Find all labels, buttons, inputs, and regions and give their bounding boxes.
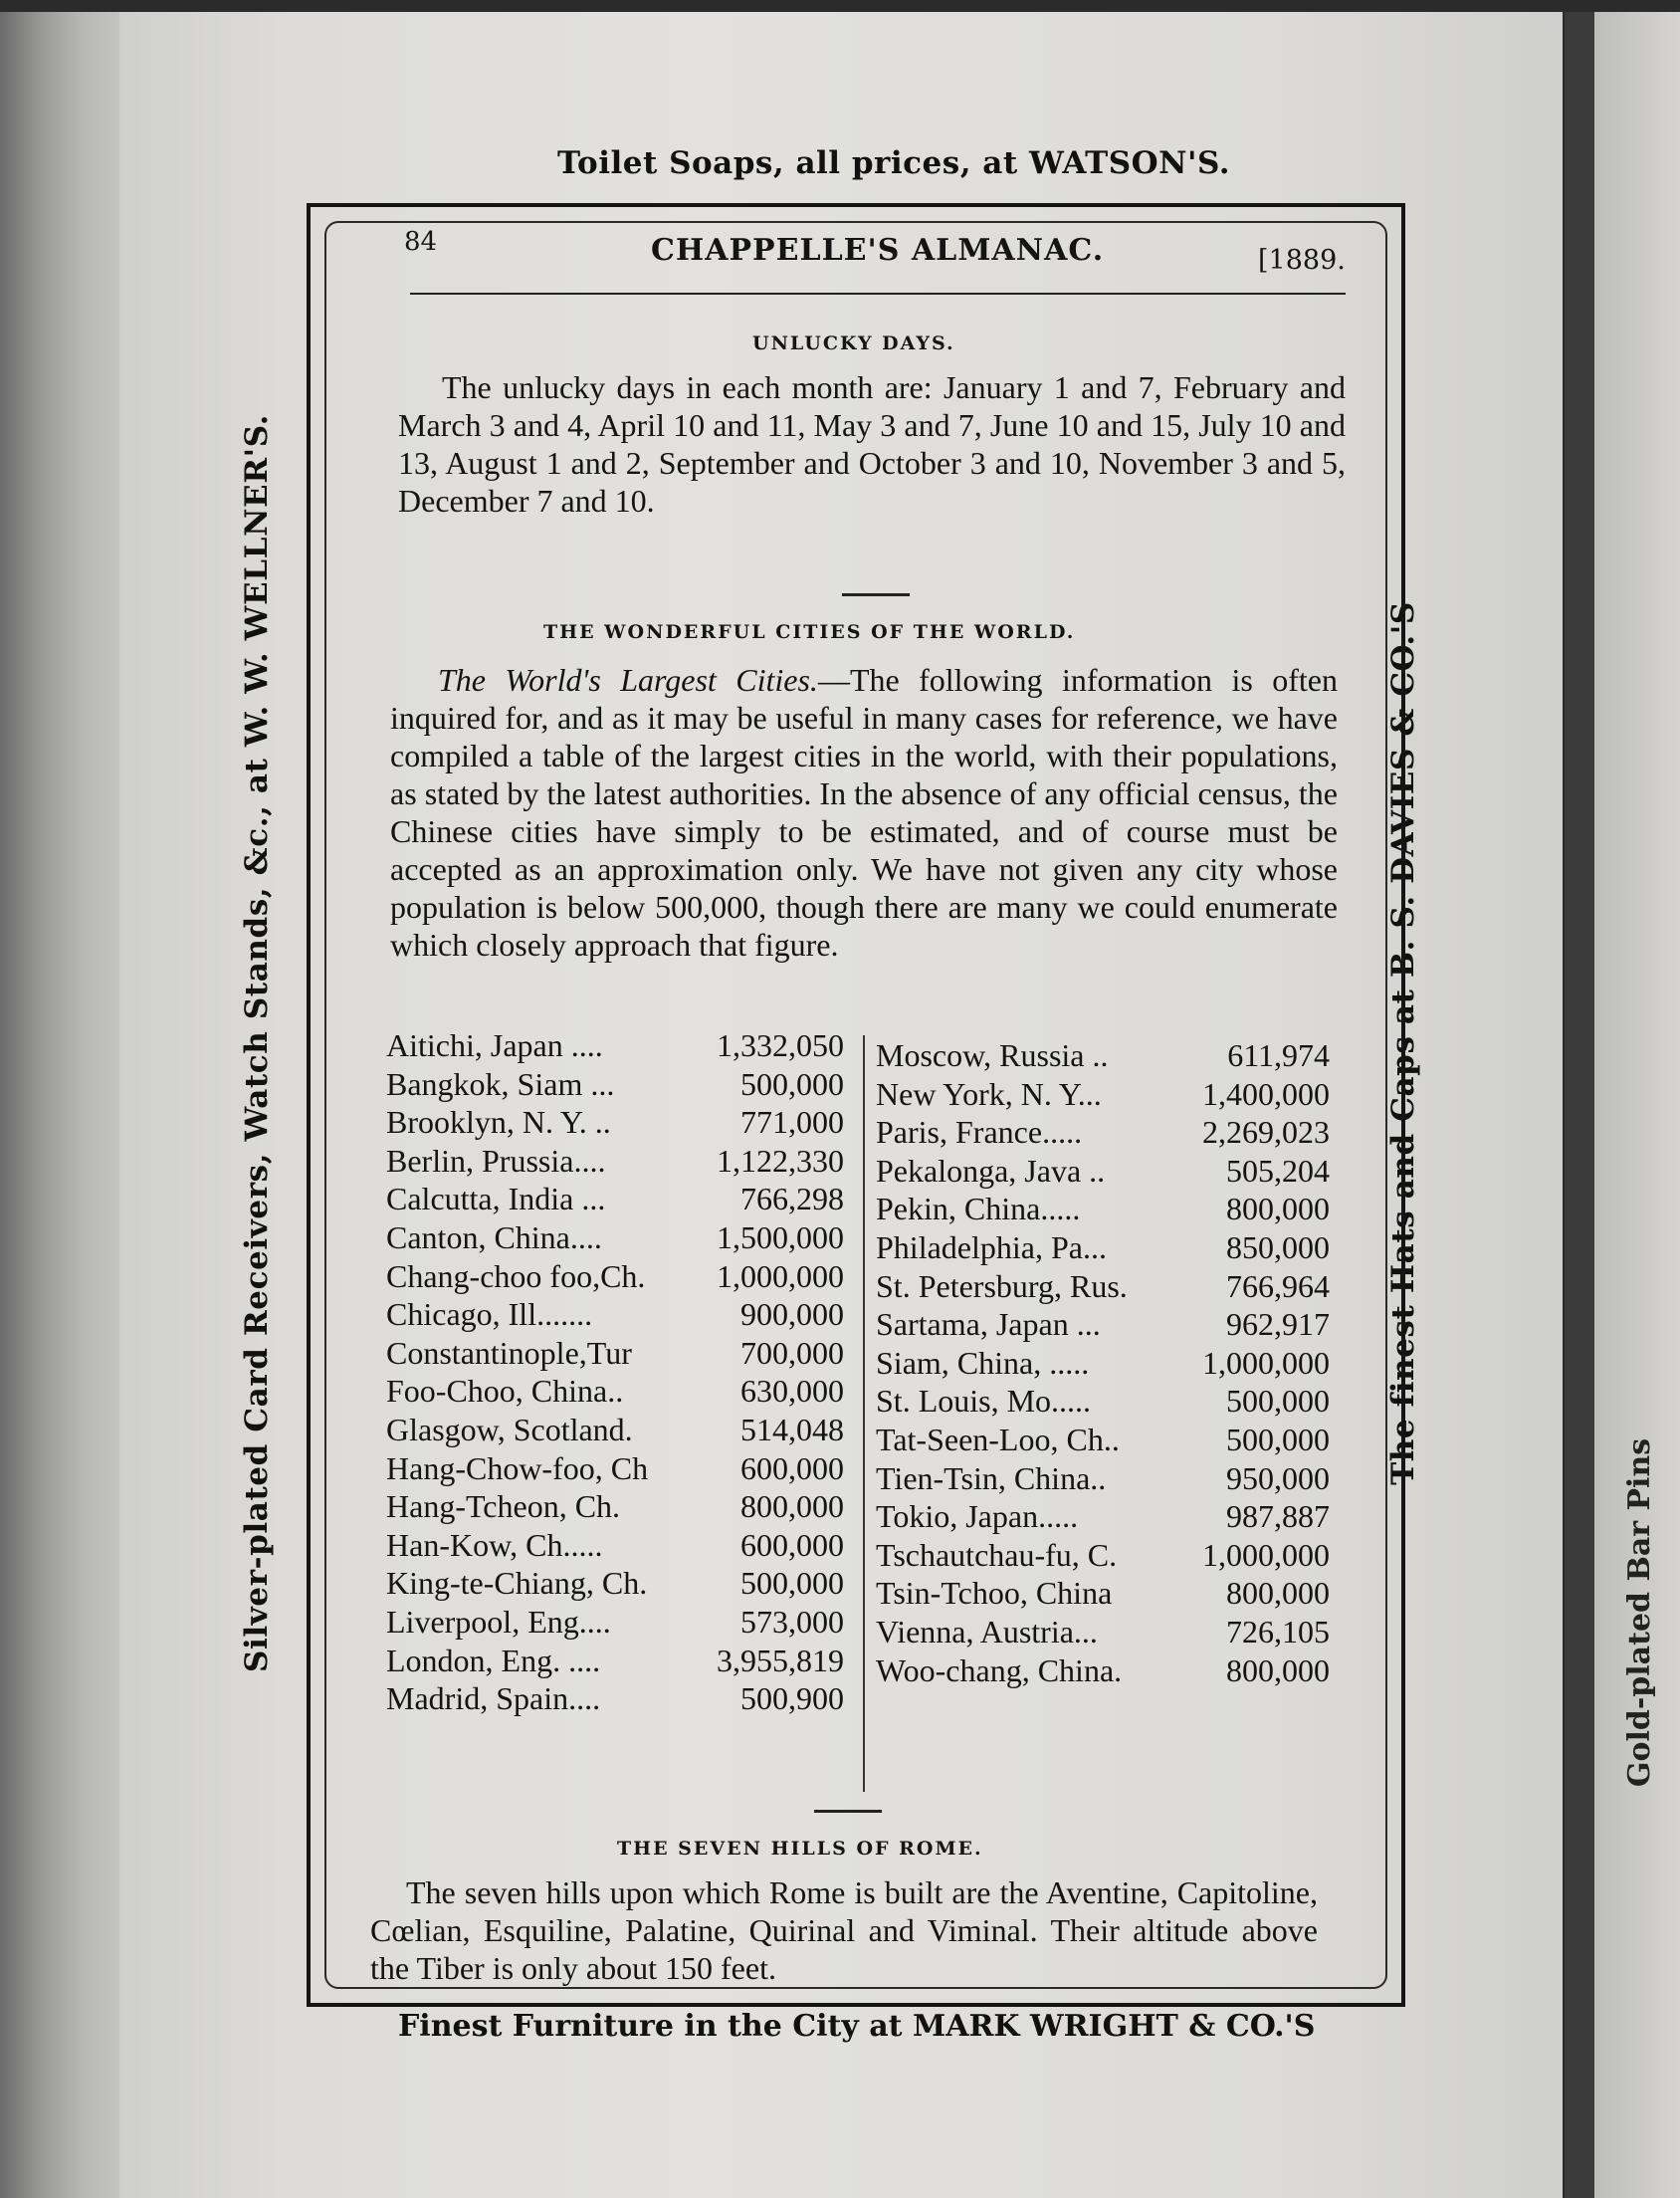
city-row bbox=[386, 1066, 844, 1105]
city-population: 630,000 bbox=[740, 1373, 844, 1410]
running-header-advert: Toilet Soaps, all prices, at WATSON'S. bbox=[557, 145, 1231, 181]
city-name: Paris, France..... bbox=[876, 1114, 1083, 1151]
city-row bbox=[876, 1652, 1330, 1691]
city-population: 500,000 bbox=[740, 1065, 844, 1102]
city-population: 573,000 bbox=[740, 1603, 844, 1640]
city-population: 3,955,819 bbox=[717, 1642, 844, 1678]
city-name: Glasgow, Scotland. bbox=[386, 1411, 633, 1447]
city-row bbox=[386, 1565, 844, 1604]
header-rule bbox=[410, 293, 1346, 295]
city-row bbox=[386, 1412, 844, 1450]
city-name: Han-Kow, Ch..... bbox=[386, 1526, 603, 1563]
city-row bbox=[876, 1076, 1330, 1115]
city-row bbox=[386, 1143, 844, 1182]
city-name: Philadelphia, Pa... bbox=[876, 1228, 1107, 1265]
city-row bbox=[876, 1498, 1330, 1537]
section-rule bbox=[814, 1810, 882, 1813]
column-divider bbox=[863, 1035, 865, 1792]
gutter-shadow bbox=[1565, 0, 1594, 2198]
page-edges bbox=[0, 0, 139, 2198]
city-row bbox=[876, 1383, 1330, 1422]
running-footer-advert: Finest Furniture in the City at MARK WRIGHT & CO.'S bbox=[398, 2009, 1316, 2044]
cities-intro-lead: The World's Largest Cities. bbox=[438, 662, 818, 698]
city-name: New York, N. Y... bbox=[876, 1075, 1102, 1112]
cities-intro bbox=[390, 661, 1338, 964]
side-advert-next-page: Gold-plated Bar Pins bbox=[1622, 1437, 1657, 1788]
city-population: 611,974 bbox=[1227, 1037, 1330, 1073]
city-row bbox=[386, 1181, 844, 1219]
cities-left-column bbox=[386, 1027, 844, 1719]
city-population: 1,400,000 bbox=[1202, 1075, 1330, 1112]
city-name: Liverpool, Eng.... bbox=[386, 1603, 611, 1640]
city-row bbox=[876, 1614, 1330, 1652]
city-name: Tsin-Tchoo, China bbox=[876, 1575, 1113, 1612]
city-name: St. Louis, Mo..... bbox=[876, 1383, 1092, 1420]
city-row bbox=[386, 1643, 844, 1681]
city-name: Tat-Seen-Loo, Ch.. bbox=[876, 1421, 1120, 1457]
city-population: 766,298 bbox=[740, 1181, 844, 1217]
city-name: Canton, China.... bbox=[386, 1218, 602, 1255]
city-name: Vienna, Austria... bbox=[876, 1613, 1098, 1649]
city-name: Bangkok, Siam ... bbox=[386, 1065, 615, 1102]
city-row bbox=[876, 1306, 1330, 1345]
city-population: 1,332,050 bbox=[717, 1027, 844, 1063]
city-population: 600,000 bbox=[740, 1526, 844, 1563]
city-population: 850,000 bbox=[1226, 1228, 1330, 1265]
seven-hills-text: The seven hills upon which Rome is built are the Aventine, Capitoline, Cœlian, Esquiline, Palatine, Quirinal and Viminal. Their altitude above the Tiber is only about 150 feet. bbox=[370, 1874, 1318, 1986]
city-name: London, Eng. .... bbox=[386, 1642, 601, 1678]
city-row bbox=[386, 1604, 844, 1643]
city-population: 950,000 bbox=[1226, 1459, 1330, 1496]
city-name: Calcutta, India ... bbox=[386, 1181, 606, 1217]
city-population: 700,000 bbox=[740, 1334, 844, 1371]
city-name: Foo-Choo, China.. bbox=[386, 1373, 624, 1410]
city-population: 500,900 bbox=[740, 1680, 844, 1717]
city-name: Hang-Chow-foo, Ch bbox=[386, 1449, 649, 1486]
section-rule bbox=[842, 593, 910, 596]
city-row bbox=[386, 1335, 844, 1374]
city-row bbox=[876, 1037, 1330, 1076]
city-name: Berlin, Prussia.... bbox=[386, 1142, 606, 1179]
city-population: 800,000 bbox=[740, 1488, 844, 1525]
city-row bbox=[386, 1450, 844, 1489]
city-name: Aitichi, Japan .... bbox=[386, 1027, 603, 1063]
city-population: 800,000 bbox=[1226, 1575, 1330, 1612]
cities-heading: THE WONDERFUL CITIES OF THE WORLD. bbox=[543, 621, 1076, 643]
city-row bbox=[386, 1219, 844, 1258]
city-row bbox=[876, 1345, 1330, 1384]
city-row bbox=[876, 1537, 1330, 1576]
city-population: 771,000 bbox=[740, 1104, 844, 1141]
city-row bbox=[876, 1114, 1330, 1153]
seven-hills-heading: THE SEVEN HILLS OF ROME. bbox=[617, 1838, 983, 1860]
city-name: Pekin, China..... bbox=[876, 1191, 1081, 1227]
city-population: 900,000 bbox=[740, 1296, 844, 1333]
unlucky-days-heading: UNLUCKY DAYS. bbox=[752, 332, 955, 354]
city-name: Moscow, Russia .. bbox=[876, 1037, 1109, 1073]
city-row bbox=[876, 1422, 1330, 1460]
city-population: 500,000 bbox=[1226, 1383, 1330, 1420]
city-population: 726,105 bbox=[1226, 1613, 1330, 1649]
city-name: St. Petersburg, Rus. bbox=[876, 1267, 1128, 1304]
city-row bbox=[386, 1527, 844, 1566]
city-name: Sartama, Japan ... bbox=[876, 1306, 1101, 1343]
almanac-title: CHAPPELLE'S ALMANAC. bbox=[651, 233, 1105, 268]
city-population: 766,964 bbox=[1226, 1267, 1330, 1304]
city-row bbox=[386, 1104, 844, 1143]
side-advert-left: Silver-plated Card Receivers, Watch Stands, &c., at W. W. WELLNER'S. bbox=[239, 414, 275, 1672]
city-population: 1,500,000 bbox=[717, 1218, 844, 1255]
city-population: 987,887 bbox=[1226, 1498, 1330, 1535]
city-name: Chicago, Ill....... bbox=[386, 1296, 593, 1333]
city-row bbox=[876, 1575, 1330, 1614]
city-name: Siam, China, ..... bbox=[876, 1344, 1090, 1381]
almanac-year: [1889. bbox=[1258, 245, 1346, 276]
city-name: Pekalonga, Java .. bbox=[876, 1152, 1106, 1189]
city-row bbox=[386, 1258, 844, 1297]
cities-right-column bbox=[876, 1037, 1330, 1690]
city-name: Madrid, Spain.... bbox=[386, 1680, 601, 1717]
city-row bbox=[876, 1191, 1330, 1229]
city-population: 505,204 bbox=[1226, 1152, 1330, 1189]
city-name: Tokio, Japan..... bbox=[876, 1498, 1079, 1535]
city-row bbox=[386, 1296, 844, 1335]
city-name: Brooklyn, N. Y. .. bbox=[386, 1104, 611, 1141]
city-row bbox=[386, 1373, 844, 1412]
city-row bbox=[386, 1027, 844, 1066]
city-population: 514,048 bbox=[740, 1411, 844, 1447]
city-population: 500,000 bbox=[740, 1565, 844, 1602]
city-row bbox=[386, 1680, 844, 1719]
city-population: 1,000,000 bbox=[1202, 1536, 1330, 1573]
city-population: 1,000,000 bbox=[717, 1257, 844, 1294]
city-row bbox=[876, 1268, 1330, 1307]
city-population: 800,000 bbox=[1226, 1651, 1330, 1688]
city-population: 1,122,330 bbox=[717, 1142, 844, 1179]
city-population: 1,000,000 bbox=[1202, 1344, 1330, 1381]
city-population: 600,000 bbox=[740, 1449, 844, 1486]
city-row bbox=[876, 1153, 1330, 1192]
city-population: 962,917 bbox=[1226, 1306, 1330, 1343]
page-number: 84 bbox=[404, 227, 438, 257]
city-row bbox=[386, 1488, 844, 1527]
city-population: 800,000 bbox=[1226, 1191, 1330, 1227]
side-advert-right: The finest Hats and Caps at B. S. DAVIES & CO.'S bbox=[1385, 601, 1421, 1485]
city-population: 2,269,023 bbox=[1202, 1114, 1330, 1151]
city-name: Woo-chang, China. bbox=[876, 1651, 1123, 1688]
city-name: Hang-Tcheon, Ch. bbox=[386, 1488, 621, 1525]
city-row bbox=[876, 1229, 1330, 1268]
city-name: Tschautchau-fu, C. bbox=[876, 1536, 1118, 1573]
cities-intro-body: —The following information is often inquired for, and as it may be useful in many cases for reference, we have compiled a table of the largest cities in the world, with their populations, as stated by the latest authorities. In the absence of any official census, the Chinese cities have simply to be estimated, and of course must be accepted as an approximation only. We have not given any city whose population is below 500,000, though there are many we could enumerate which closely approach that figure. bbox=[390, 662, 1339, 963]
top-edge bbox=[0, 0, 1680, 12]
city-name: King-te-Chiang, Ch. bbox=[386, 1565, 648, 1602]
city-row bbox=[876, 1460, 1330, 1499]
city-population: 500,000 bbox=[1226, 1421, 1330, 1457]
unlucky-days-text: The unlucky days in each month are: January 1 and 7, February and March 3 and 4, April 10 and 11, May 3 and 7, June 10 and 15, July 10 and 13, August 1 and 2, September and October 3 and 10, November 3 and 5, December 7 and 10. bbox=[398, 369, 1346, 519]
city-name: Chang-choo foo,Ch. bbox=[386, 1257, 646, 1294]
city-name: Tien-Tsin, China.. bbox=[876, 1459, 1107, 1496]
city-name: Constantinople,Tur bbox=[386, 1334, 632, 1371]
